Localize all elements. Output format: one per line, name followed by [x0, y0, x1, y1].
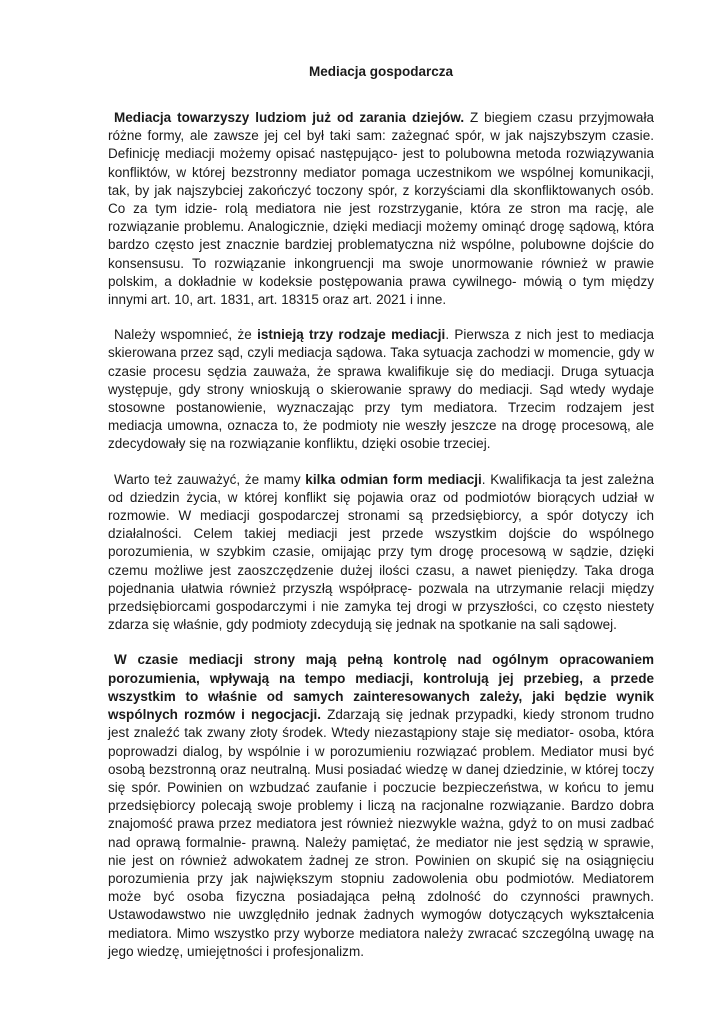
paragraph-2-text-after: . Pierwsza z nich jest to mediacja skierowana przez sąd, czyli mediacja sądowa. Taka sytuacja zachodzi w momencie, gdy w czasie procesu sędzia zauważa, że sprawa kwalifikuje się do mediacji. Druga sytuacja występuje, gdy strony wnioskują o skierowanie sprawy do mediacji. Sąd wtedy wydaje stosowne postanowienie, wyznaczając przy tym mediatora. Trzecim rodzajem jest mediacja umowna, oznacza to, że podmioty nie weszły jeszcze na drogę procesową, ale zdecydowały się na rozwiązanie konfliktu, dzięki osobie trzeciej.: [108, 327, 654, 452]
paragraph-2-bold: istnieją trzy rodzaje mediacji: [257, 327, 446, 343]
document-page: [108, 62, 654, 978]
paragraph-1: [108, 109, 654, 309]
paragraph-3: [108, 471, 654, 635]
document-title: Mediacja gospodarcza: [308, 64, 454, 79]
paragraph-4-lead-bold: W czasie mediacji strony mają pełną kontrolę nad ogólnym opracowaniem porozumienia, wpływają na tempo mediacji, kontrolują jej przebieg, a przede wszystkim to właśnie od samych zainteresowanych zależy, jaki będzie wynik wspólnych rozmów i negocjacji.: [108, 652, 654, 723]
paragraph-2-text-before: Należy wspomnieć, że: [114, 327, 258, 343]
paragraph-2: [108, 326, 654, 453]
paragraph-3-text-before: Warto też zauważyć, że mamy: [114, 471, 306, 487]
paragraph-4: [108, 651, 654, 960]
paragraph-1-text: Z biegiem czasu przyjmowała różne formy, ale zawsze jej cel był taki sam: zażegnać spór, w jak najszybszym czasie. Definicję mediacji możemy opisać następująco- jest to polubowna metoda rozwiązywania konfliktów, w której bezstronny mediator pomaga uczestnikom we wspólnej komunikacji, tak, by jak najszybciej zakończyć toczony spór, z korzyściami dla skonfliktowanych osób. Co za tym idzie- rolą mediatora nie jest rozstrzyganie, która ze stron ma rację, ale rozwiązanie problemu. Analogicznie, dzięki mediacji możemy ominąć drogę sądową, która bardzo często jest znacznie bardziej problematyczna niż wspólne, polubowne dojście do konsensusu. To rozwiązanie inkongruencji ma swoje unormowanie również w prawie polskim, a dokładnie w kodeksie postępowania prawa cywilnego- mówią o tym między innymi art. 10, art. 1831, art. 18315 oraz art. 2021 i inne.: [108, 110, 654, 308]
paragraph-4-text: Zdarzają się jednak przypadki, kiedy stronom trudno jest znaleźć tak zwany złoty środek. Wtedy niezastąpiony staje się mediator- osoba, która poprowadzi dialog, by wspólnie i w porozumieniu rozwiązać problem. Mediator musi być osobą bezstronną oraz neutralną. Musi posiadać wiedzę w danej dziedzinie, w której toczy się spór. Powinien on wzbudzać zaufanie i poczucie bezpieczeństwa, w końcu to jemu przedsiębiorcy polecają swoje problemy i liczą na racjonalne rozwiązanie. Bardzo dobra znajomość prawa przez mediatora jest również niezwykle ważna, gdyż to on musi zadbać nad oprawą formalnie- prawną. Należy pamiętać, że mediator nie jest sędzią w sprawie, nie jest on również adwokatem żadnej ze stron. Powinien on skupić się na osiągnięciu porozumienia przy jak największym stopniu zadowolenia obu podmiotów. Mediatorem może być osoba fizyczna posiadająca pełną zdolność do czynności prawnych. Ustawodawstwo nie uwzględniło jednak żadnych wymogów dotyczących wykształcenia mediatora. Mimo wszystko przy wyborze mediatora należy zwracać szczególną uwagę na jego wiedzę, umiejętności i profesjonalizm.: [108, 707, 654, 959]
paragraph-3-text-after: . Kwalifikacja ta jest zależna od dziedzin życia, w której konflikt się pojawia oraz od podmiotów biorących udział w rozmowie. W mediacji gospodarczej stronami są przedsiębiorcy, a spór dotyczy ich działalności. Celem takiej mediacji jest przede wszystkim dojście do wspólnego porozumienia, w szybkim czasie, omijając przy tym drogę procesową w sądzie, dzięki czemu możliwe jest zaoszczędzenie dużej ilości czasu, a nawet pieniędzy. Taka droga pojednania ułatwia również przyszłą współpracę- pozwala na utrzymanie relacji między przedsiębiorcami gospodarczymi i nie zamyka tej drogi w przyszłości, co często niestety zdarza się właśnie, gdy podmioty zdecydują się jednak na spotkanie na sali sądowej.: [108, 471, 655, 633]
paragraph-1-lead-bold: Mediacja towarzyszy ludziom już od zarania dziejów.: [114, 110, 465, 125]
paragraph-3-bold: kilka odmian form mediacji: [305, 471, 482, 487]
